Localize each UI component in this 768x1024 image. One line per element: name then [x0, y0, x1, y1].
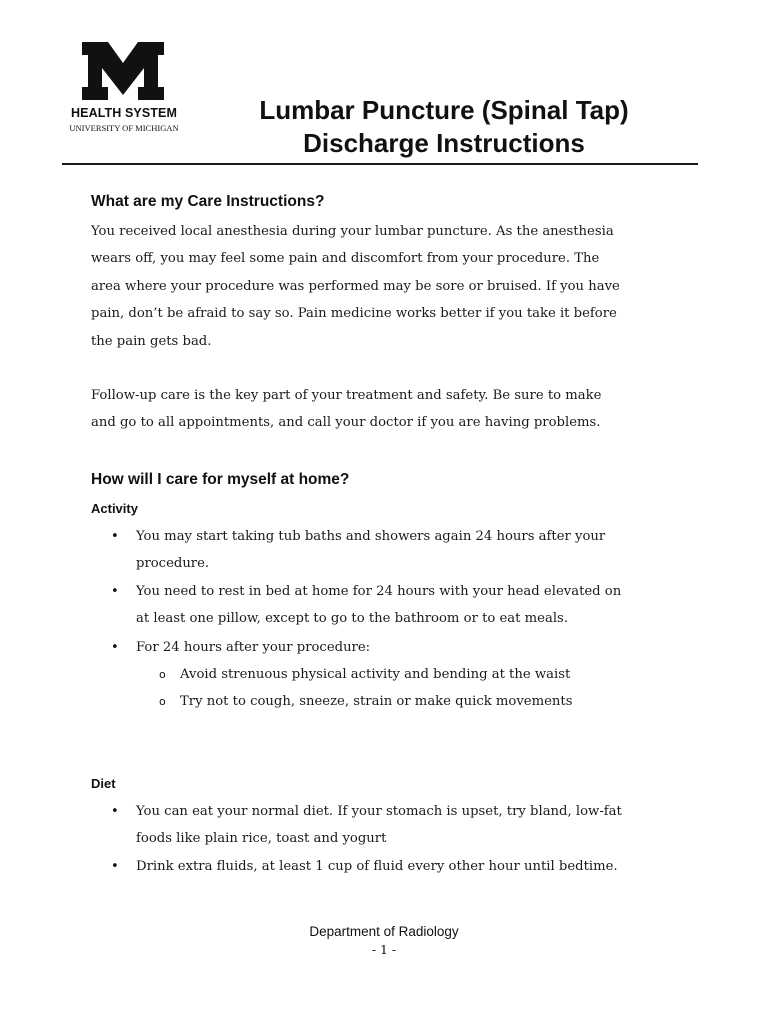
document-title-line-1: Lumbar Puncture (Spinal Tap) — [259, 95, 629, 125]
bullet-text — [136, 634, 370, 661]
block-m-logo-icon — [82, 42, 164, 100]
activity-subheading: Activity — [91, 501, 138, 516]
subbullet-text: Avoid strenuous physical activity and bending at the waist — [180, 667, 571, 682]
paragraph-line: and go to all appointments, and call your doctor if you are having problems. — [91, 415, 601, 431]
paragraph-line: You received local anesthesia during your lumbar puncture. As the anesthesia — [91, 224, 614, 239]
care-paragraph-1 — [91, 218, 691, 355]
page-number: - 1 - — [371, 942, 397, 957]
paragraph-line: the pain gets bad. — [91, 333, 212, 349]
university-of-michigan-logo — [62, 42, 186, 138]
paragraph-line: wears off, you may feel some pain and discomfort from your procedure. The — [91, 251, 600, 267]
bullet-line: at least one pillow, except to go to the bathroom or to eat meals. — [136, 611, 569, 627]
bullet-line: You can eat your normal diet. If your stomach is upset, try bland, low-fat — [136, 804, 622, 819]
bullet-line: You need to rest in bed at home for 24 hours with your head elevated on — [136, 584, 622, 599]
paragraph-line: area where your procedure was performed may be sore or bruised. If you have — [91, 278, 620, 294]
bullet-line: procedure. — [136, 556, 210, 572]
footer-department: Department of Radiology — [309, 924, 459, 939]
bullet-glyph: • — [111, 640, 119, 655]
bullet-glyph: • — [111, 584, 119, 599]
subbullet-text: Try not to cough, sneeze, strain or make quick movements — [180, 694, 573, 709]
bullet-line: Drink extra fluids, at least 1 cup of fluid every other hour until bedtime. — [136, 859, 618, 874]
bullet-glyph: • — [111, 804, 119, 819]
care-paragraph-2 — [91, 382, 691, 437]
bullet-line: You may start taking tub baths and showers again 24 hours after your — [136, 529, 606, 544]
bullet-line: foods like plain rice, toast and yogurt — [136, 831, 387, 847]
care-instructions-heading: What are my Care Instructions? — [91, 193, 325, 210]
paragraph-line: Follow-up care is the key part of your treatment and safety. Be sure to make — [91, 388, 602, 403]
title-divider — [62, 163, 698, 165]
diet-subheading: Diet — [91, 776, 116, 791]
paragraph-line: pain, don’t be afraid to say so. Pain medicine works better if you take it before — [91, 306, 617, 322]
subbullet-glyph: o — [159, 668, 166, 681]
home-care-heading: How will I care for myself at home? — [91, 471, 350, 488]
bullet-line: For 24 hours after your procedure: — [136, 640, 371, 655]
subbullet-glyph: o — [159, 695, 166, 708]
logo-university-text: UNIVERSITY OF MICHIGAN — [69, 123, 179, 133]
bullet-glyph: • — [111, 859, 119, 874]
document-title-line-2: Discharge Instructions — [303, 128, 585, 158]
bullet-text — [136, 578, 621, 633]
bullet-text — [136, 853, 618, 880]
bullet-glyph: • — [111, 529, 119, 544]
bullet-text — [136, 798, 622, 853]
logo-health-system-text: HEALTH SYSTEM — [71, 106, 177, 120]
bullet-text — [136, 523, 605, 578]
